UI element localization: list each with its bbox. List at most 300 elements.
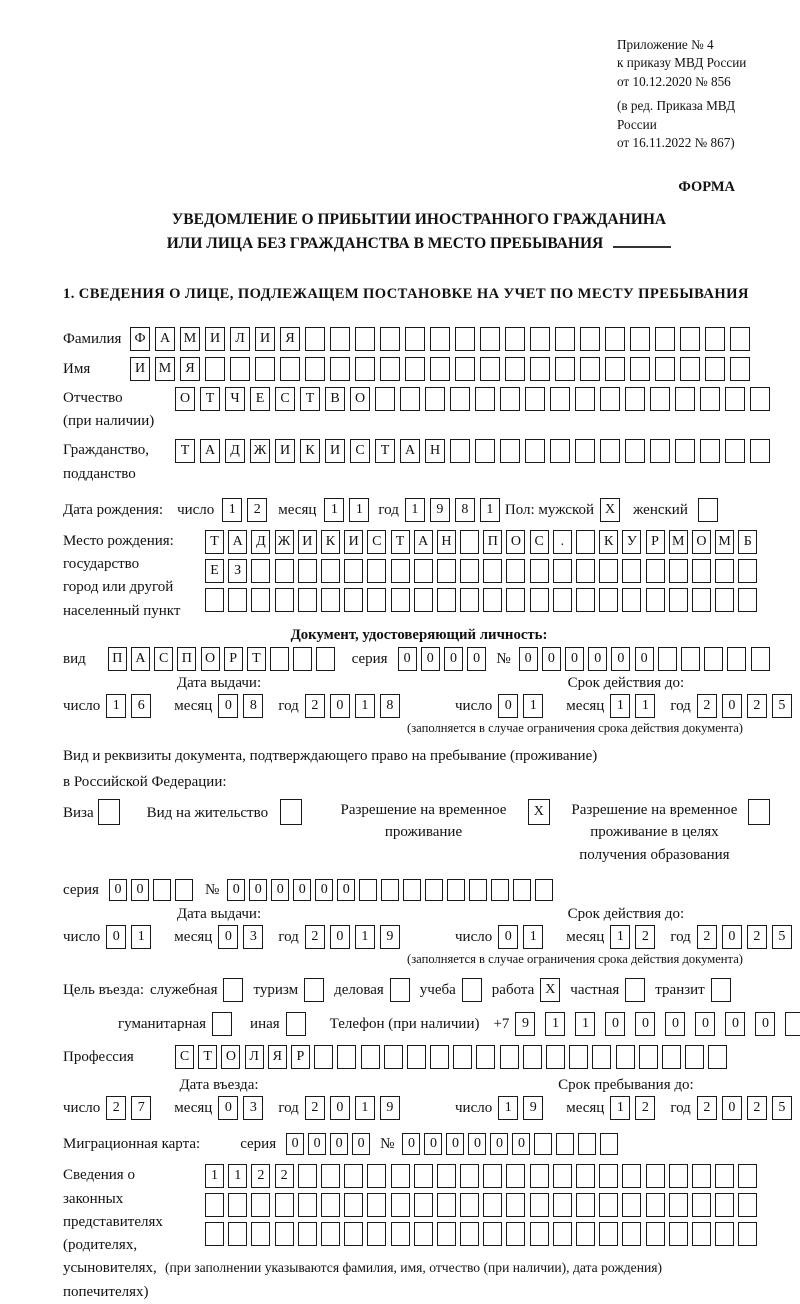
char-box[interactable] — [650, 439, 670, 463]
char-box[interactable]: Е — [250, 387, 270, 411]
char-box[interactable] — [730, 357, 750, 381]
char-box[interactable]: 0 — [722, 1096, 742, 1120]
char-box[interactable]: 8 — [380, 694, 400, 718]
char-box[interactable] — [534, 1133, 552, 1155]
char-box[interactable] — [321, 559, 340, 583]
char-box[interactable]: 0 — [605, 1012, 625, 1036]
char-box[interactable] — [530, 357, 550, 381]
char-box[interactable]: 0 — [542, 647, 561, 671]
char-box[interactable]: 2 — [697, 694, 717, 718]
char-box[interactable] — [599, 1193, 618, 1217]
char-box[interactable] — [700, 387, 720, 411]
char-box[interactable] — [175, 879, 193, 901]
char-box[interactable]: 0 — [468, 1133, 486, 1155]
char-box[interactable]: 1 — [635, 694, 655, 718]
char-box[interactable] — [381, 879, 399, 901]
char-box[interactable] — [275, 1222, 294, 1246]
char-box[interactable] — [414, 559, 433, 583]
char-box[interactable]: Ф — [130, 327, 150, 351]
char-box[interactable] — [475, 387, 495, 411]
char-box[interactable]: 0 — [665, 1012, 685, 1036]
char-box[interactable] — [228, 1193, 247, 1217]
char-box[interactable] — [580, 357, 600, 381]
char-box[interactable] — [425, 387, 445, 411]
char-box[interactable] — [480, 327, 500, 351]
char-box[interactable] — [546, 1045, 565, 1069]
char-box[interactable] — [491, 879, 509, 901]
char-box[interactable] — [405, 327, 425, 351]
char-box[interactable] — [578, 1133, 596, 1155]
char-box[interactable]: Т — [175, 439, 195, 463]
char-box[interactable] — [599, 1164, 618, 1188]
char-box[interactable]: 8 — [455, 498, 475, 522]
char-box[interactable]: 0 — [635, 647, 654, 671]
char-box[interactable] — [344, 1164, 363, 1188]
char-box[interactable]: 2 — [305, 694, 325, 718]
char-box[interactable] — [460, 1222, 479, 1246]
char-box[interactable] — [447, 879, 465, 901]
char-box[interactable] — [280, 799, 302, 825]
char-box[interactable]: 2 — [747, 694, 767, 718]
char-box[interactable] — [622, 1164, 641, 1188]
char-box[interactable]: Я — [268, 1045, 287, 1069]
char-box[interactable] — [646, 559, 665, 583]
char-box[interactable]: 0 — [218, 694, 238, 718]
char-box[interactable] — [205, 588, 224, 612]
char-box[interactable] — [205, 1193, 224, 1217]
char-box[interactable]: 0 — [352, 1133, 370, 1155]
char-box[interactable] — [212, 1012, 232, 1036]
char-box[interactable] — [316, 647, 335, 671]
char-box[interactable] — [530, 1222, 549, 1246]
char-box[interactable] — [506, 559, 525, 583]
char-box[interactable]: 1 — [405, 498, 425, 522]
char-box[interactable]: 0 — [218, 1096, 238, 1120]
char-box[interactable] — [298, 1193, 317, 1217]
char-box[interactable] — [321, 588, 340, 612]
char-box[interactable]: 0 — [218, 925, 238, 949]
char-box[interactable] — [575, 387, 595, 411]
char-box[interactable] — [692, 1222, 711, 1246]
char-box[interactable] — [650, 387, 670, 411]
char-box[interactable] — [622, 588, 641, 612]
char-box[interactable] — [251, 588, 270, 612]
char-box[interactable] — [391, 588, 410, 612]
char-box[interactable] — [430, 327, 450, 351]
char-box[interactable]: 1 — [545, 1012, 565, 1036]
char-box[interactable] — [480, 357, 500, 381]
char-box[interactable] — [576, 530, 595, 554]
char-box[interactable] — [205, 1222, 224, 1246]
char-box[interactable] — [228, 588, 247, 612]
char-box[interactable]: Д — [251, 530, 270, 554]
char-box[interactable]: К — [321, 530, 340, 554]
char-box[interactable] — [330, 327, 350, 351]
char-box[interactable]: 9 — [380, 1096, 400, 1120]
char-box[interactable] — [355, 327, 375, 351]
char-box[interactable] — [655, 327, 675, 351]
char-box[interactable] — [475, 439, 495, 463]
char-box[interactable] — [414, 1193, 433, 1217]
char-box[interactable]: X — [540, 978, 560, 1002]
char-box[interactable]: 1 — [610, 1096, 630, 1120]
char-box[interactable] — [738, 588, 757, 612]
char-box[interactable]: 0 — [330, 1133, 348, 1155]
char-box[interactable] — [298, 1222, 317, 1246]
char-box[interactable]: 1 — [575, 1012, 595, 1036]
char-box[interactable] — [730, 327, 750, 351]
char-box[interactable] — [344, 1222, 363, 1246]
char-box[interactable] — [738, 1193, 757, 1217]
char-box[interactable] — [437, 1193, 456, 1217]
char-box[interactable] — [727, 647, 746, 671]
char-box[interactable] — [530, 588, 549, 612]
char-box[interactable]: О — [175, 387, 195, 411]
char-box[interactable] — [698, 498, 718, 522]
char-box[interactable]: С — [350, 439, 370, 463]
char-box[interactable] — [576, 1222, 595, 1246]
char-box[interactable]: И — [130, 357, 150, 381]
char-box[interactable]: 0 — [330, 1096, 350, 1120]
char-box[interactable]: 9 — [515, 1012, 535, 1036]
char-box[interactable] — [575, 439, 595, 463]
char-box[interactable]: X — [528, 799, 550, 825]
char-box[interactable]: 0 — [725, 1012, 745, 1036]
char-box[interactable] — [391, 1222, 410, 1246]
char-box[interactable] — [430, 357, 450, 381]
char-box[interactable]: 0 — [106, 925, 126, 949]
char-box[interactable] — [390, 978, 410, 1002]
char-box[interactable]: 2 — [251, 1164, 270, 1188]
char-box[interactable]: З — [228, 559, 247, 583]
char-box[interactable]: М — [180, 327, 200, 351]
char-box[interactable]: 1 — [131, 925, 151, 949]
char-box[interactable]: 0 — [402, 1133, 420, 1155]
char-box[interactable]: 0 — [588, 647, 607, 671]
char-box[interactable]: Т — [198, 1045, 217, 1069]
char-box[interactable] — [692, 1164, 711, 1188]
char-box[interactable]: У — [622, 530, 641, 554]
char-box[interactable] — [738, 1222, 757, 1246]
char-box[interactable] — [555, 327, 575, 351]
char-box[interactable] — [675, 387, 695, 411]
char-box[interactable] — [655, 357, 675, 381]
char-box[interactable] — [305, 327, 325, 351]
char-box[interactable]: 1 — [610, 925, 630, 949]
char-box[interactable]: 9 — [430, 498, 450, 522]
char-box[interactable] — [553, 559, 572, 583]
char-box[interactable] — [450, 439, 470, 463]
char-box[interactable] — [337, 1045, 356, 1069]
char-box[interactable] — [530, 327, 550, 351]
char-box[interactable] — [692, 588, 711, 612]
char-box[interactable]: 0 — [611, 647, 630, 671]
char-box[interactable]: С — [175, 1045, 194, 1069]
char-box[interactable] — [675, 439, 695, 463]
char-box[interactable] — [705, 327, 725, 351]
char-box[interactable] — [391, 559, 410, 583]
char-box[interactable]: А — [131, 647, 150, 671]
char-box[interactable] — [553, 1222, 572, 1246]
char-box[interactable] — [437, 1164, 456, 1188]
char-box[interactable] — [359, 879, 377, 901]
char-box[interactable] — [275, 588, 294, 612]
char-box[interactable] — [367, 1193, 386, 1217]
char-box[interactable] — [205, 357, 225, 381]
char-box[interactable] — [556, 1133, 574, 1155]
char-box[interactable] — [414, 1164, 433, 1188]
char-box[interactable]: 0 — [271, 879, 289, 901]
char-box[interactable]: Е — [205, 559, 224, 583]
char-box[interactable] — [483, 1193, 502, 1217]
char-box[interactable] — [715, 1193, 734, 1217]
char-box[interactable]: Д — [225, 439, 245, 463]
char-box[interactable]: 2 — [747, 1096, 767, 1120]
char-box[interactable] — [414, 588, 433, 612]
char-box[interactable] — [500, 1045, 519, 1069]
char-box[interactable] — [280, 357, 300, 381]
char-box[interactable] — [530, 1193, 549, 1217]
char-box[interactable] — [321, 1164, 340, 1188]
char-box[interactable]: 1 — [498, 1096, 518, 1120]
char-box[interactable] — [550, 387, 570, 411]
char-box[interactable]: К — [300, 439, 320, 463]
char-box[interactable] — [715, 1222, 734, 1246]
char-box[interactable] — [523, 1045, 542, 1069]
char-box[interactable]: Т — [200, 387, 220, 411]
char-box[interactable] — [580, 327, 600, 351]
char-box[interactable] — [403, 879, 421, 901]
char-box[interactable] — [483, 559, 502, 583]
char-box[interactable]: 0 — [421, 647, 440, 671]
char-box[interactable] — [616, 1045, 635, 1069]
char-box[interactable]: 0 — [227, 879, 245, 901]
char-box[interactable]: 5 — [772, 1096, 792, 1120]
char-box[interactable]: 2 — [305, 925, 325, 949]
char-box[interactable] — [605, 327, 625, 351]
char-box[interactable] — [750, 439, 770, 463]
char-box[interactable]: 0 — [308, 1133, 326, 1155]
char-box[interactable]: Н — [425, 439, 445, 463]
char-box[interactable]: 0 — [755, 1012, 775, 1036]
char-box[interactable]: 1 — [610, 694, 630, 718]
char-box[interactable]: 0 — [446, 1133, 464, 1155]
char-box[interactable] — [600, 439, 620, 463]
char-box[interactable]: Ч — [225, 387, 245, 411]
char-box[interactable] — [711, 978, 731, 1002]
char-box[interactable] — [344, 559, 363, 583]
char-box[interactable] — [630, 327, 650, 351]
char-box[interactable]: А — [400, 439, 420, 463]
char-box[interactable]: Я — [180, 357, 200, 381]
char-box[interactable] — [646, 588, 665, 612]
char-box[interactable] — [407, 1045, 426, 1069]
char-box[interactable]: Р — [291, 1045, 310, 1069]
char-box[interactable] — [251, 559, 270, 583]
char-box[interactable]: 2 — [635, 1096, 655, 1120]
char-box[interactable] — [270, 647, 289, 671]
char-box[interactable]: 0 — [424, 1133, 442, 1155]
char-box[interactable]: Ж — [250, 439, 270, 463]
char-box[interactable] — [535, 879, 553, 901]
char-box[interactable] — [462, 978, 482, 1002]
char-box[interactable]: 1 — [222, 498, 242, 522]
char-box[interactable]: Л — [230, 327, 250, 351]
char-box[interactable] — [321, 1222, 340, 1246]
char-box[interactable] — [680, 327, 700, 351]
char-box[interactable] — [625, 439, 645, 463]
char-box[interactable] — [705, 357, 725, 381]
char-box[interactable] — [230, 357, 250, 381]
char-box[interactable] — [669, 1164, 688, 1188]
char-box[interactable] — [555, 357, 575, 381]
char-box[interactable] — [460, 588, 479, 612]
char-box[interactable] — [576, 1164, 595, 1188]
char-box[interactable] — [437, 588, 456, 612]
char-box[interactable] — [625, 387, 645, 411]
char-box[interactable]: 1 — [205, 1164, 224, 1188]
char-box[interactable]: О — [506, 530, 525, 554]
char-box[interactable] — [298, 588, 317, 612]
char-box[interactable]: Н — [437, 530, 456, 554]
char-box[interactable]: И — [255, 327, 275, 351]
char-box[interactable] — [704, 647, 723, 671]
char-box[interactable] — [605, 357, 625, 381]
char-box[interactable] — [453, 1045, 472, 1069]
char-box[interactable] — [513, 879, 531, 901]
char-box[interactable] — [500, 439, 520, 463]
char-box[interactable]: 0 — [398, 647, 417, 671]
char-box[interactable] — [400, 387, 420, 411]
char-box[interactable] — [625, 978, 645, 1002]
char-box[interactable]: 5 — [772, 694, 792, 718]
char-box[interactable]: Т — [205, 530, 224, 554]
char-box[interactable]: Р — [646, 530, 665, 554]
char-box[interactable]: П — [177, 647, 196, 671]
char-box[interactable]: К — [599, 530, 618, 554]
char-box[interactable] — [483, 1164, 502, 1188]
char-box[interactable]: Л — [245, 1045, 264, 1069]
char-box[interactable] — [460, 559, 479, 583]
char-box[interactable] — [715, 1164, 734, 1188]
char-box[interactable] — [305, 357, 325, 381]
char-box[interactable] — [460, 1164, 479, 1188]
char-box[interactable] — [460, 1193, 479, 1217]
char-box[interactable]: 2 — [247, 498, 267, 522]
char-box[interactable] — [506, 1164, 525, 1188]
char-box[interactable] — [622, 1193, 641, 1217]
char-box[interactable]: О — [350, 387, 370, 411]
char-box[interactable] — [286, 1012, 306, 1036]
char-box[interactable] — [476, 1045, 495, 1069]
char-box[interactable]: П — [108, 647, 127, 671]
char-box[interactable]: А — [228, 530, 247, 554]
char-box[interactable]: И — [325, 439, 345, 463]
char-box[interactable] — [708, 1045, 727, 1069]
char-box[interactable] — [380, 327, 400, 351]
char-box[interactable] — [599, 1222, 618, 1246]
char-box[interactable] — [630, 357, 650, 381]
char-box[interactable] — [344, 1193, 363, 1217]
char-box[interactable] — [669, 1193, 688, 1217]
char-box[interactable] — [330, 357, 350, 381]
char-box[interactable] — [321, 1193, 340, 1217]
char-box[interactable] — [622, 1222, 641, 1246]
char-box[interactable] — [715, 588, 734, 612]
char-box[interactable]: 1 — [355, 694, 375, 718]
char-box[interactable]: X — [600, 498, 620, 522]
char-box[interactable]: О — [201, 647, 220, 671]
char-box[interactable]: Б — [738, 530, 757, 554]
char-box[interactable]: Ж — [275, 530, 294, 554]
char-box[interactable]: И — [298, 530, 317, 554]
char-box[interactable] — [223, 978, 243, 1002]
char-box[interactable]: А — [414, 530, 433, 554]
char-box[interactable] — [380, 357, 400, 381]
char-box[interactable]: Т — [375, 439, 395, 463]
char-box[interactable]: 0 — [498, 694, 518, 718]
char-box[interactable]: 9 — [523, 1096, 543, 1120]
char-box[interactable] — [455, 327, 475, 351]
char-box[interactable] — [314, 1045, 333, 1069]
char-box[interactable] — [569, 1045, 588, 1069]
char-box[interactable]: С — [275, 387, 295, 411]
char-box[interactable] — [599, 559, 618, 583]
char-box[interactable] — [450, 387, 470, 411]
char-box[interactable]: 2 — [697, 1096, 717, 1120]
char-box[interactable] — [506, 588, 525, 612]
char-box[interactable] — [506, 1222, 525, 1246]
char-box[interactable]: 0 — [519, 647, 538, 671]
char-box[interactable] — [530, 559, 549, 583]
char-box[interactable]: И — [205, 327, 225, 351]
char-box[interactable] — [425, 879, 443, 901]
char-box[interactable]: 5 — [772, 925, 792, 949]
char-box[interactable] — [98, 799, 120, 825]
char-box[interactable]: О — [692, 530, 711, 554]
char-box[interactable] — [530, 1164, 549, 1188]
char-box[interactable] — [483, 1222, 502, 1246]
char-box[interactable]: 2 — [305, 1096, 325, 1120]
char-box[interactable]: 0 — [337, 879, 355, 901]
char-box[interactable]: 0 — [330, 694, 350, 718]
char-box[interactable] — [251, 1222, 270, 1246]
char-box[interactable] — [685, 1045, 704, 1069]
char-box[interactable]: 2 — [697, 925, 717, 949]
char-box[interactable]: М — [669, 530, 688, 554]
char-box[interactable] — [455, 357, 475, 381]
char-box[interactable] — [738, 1164, 757, 1188]
char-box[interactable] — [469, 879, 487, 901]
char-box[interactable] — [361, 1045, 380, 1069]
char-box[interactable] — [550, 439, 570, 463]
char-box[interactable] — [639, 1045, 658, 1069]
char-box[interactable]: М — [155, 357, 175, 381]
char-box[interactable] — [646, 1222, 665, 1246]
char-box[interactable] — [500, 387, 520, 411]
char-box[interactable] — [576, 559, 595, 583]
char-box[interactable] — [700, 439, 720, 463]
char-box[interactable] — [599, 588, 618, 612]
char-box[interactable]: 0 — [109, 879, 127, 901]
char-box[interactable]: 0 — [249, 879, 267, 901]
char-box[interactable] — [367, 1164, 386, 1188]
char-box[interactable] — [153, 879, 171, 901]
char-box[interactable]: С — [530, 530, 549, 554]
char-box[interactable] — [525, 439, 545, 463]
char-box[interactable] — [505, 357, 525, 381]
char-box[interactable]: 0 — [330, 925, 350, 949]
